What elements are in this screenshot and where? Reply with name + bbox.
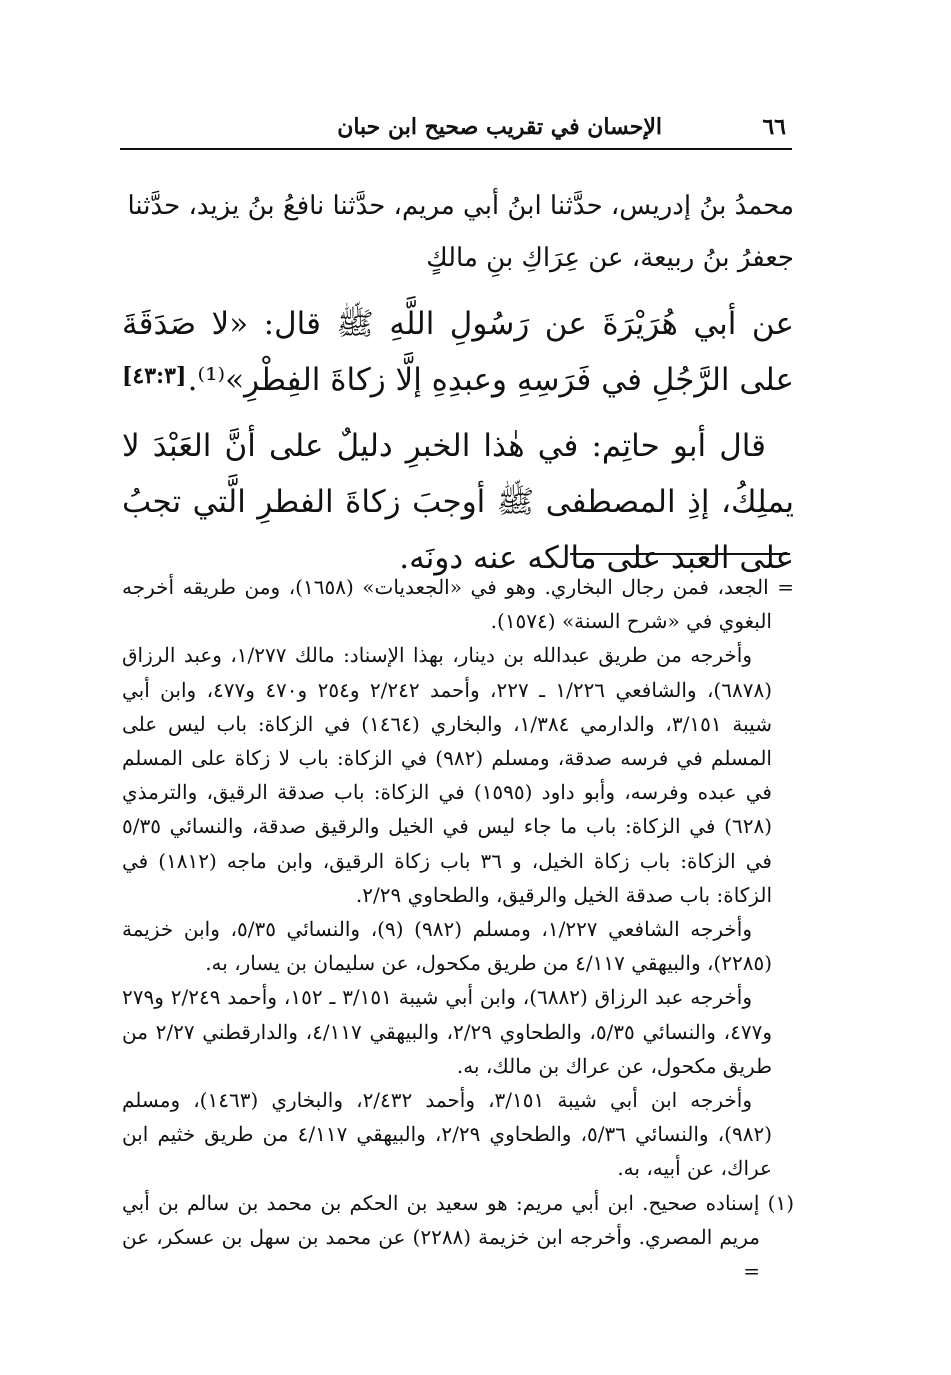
isnad-line-1: محمدُ بنُ إدريس، حدَّثنا ابنُ أبي مريم، حدَّثنا نافعُ بنُ يزيد، حدَّثنا	[127, 191, 794, 221]
page-number: ٦٦	[762, 114, 786, 140]
page-header	[120, 112, 792, 150]
abu-hatim-commentary: قال أبو حاتِم: في هٰذا الخبرِ دليلٌ على أنَّ العَبْدَ لا يملِكُ، إذِ المصطفى ﷺ أوجبَ زكاةَ الفطرِ الَّتي تجبُ على العبد على مالكه عنه دونَه.	[122, 428, 794, 576]
footnote-1: (١) إسناده صحيح. ابن أبي مريم: هو سعيد بن الحكم بن محمد بن سالم بن أبي مريم المصري. وأخرجه ابن خزيمة (٢٢٨٨) عن محمد بن سهل بن عسكر، عن =	[122, 1190, 794, 1284]
footnote-continuation: = الجعد، فمن رجال البخاري. وهو في «الجعديات» (١٦٥٨)، ومن طريقه أخرجه البغوي في «شرح السنة» (١٥٧٤).	[122, 575, 795, 634]
hadith-text: عن أبي هُرَيْرَةَ عن رَسُولِ اللَّهِ ﷺ قال: «لا صَدَقَةَ على الرَّجُلِ في فَرَسِهِ وعبدِهِ إلَّا زكاةَ الفِطْرِ»⁽¹⁾.	[122, 306, 794, 398]
footnote-separator	[570, 553, 790, 555]
footnote-paragraph: وأخرجه الشافعي ١/٢٢٧، ومسلم (٩٨٢) (٩)، والنسائي ٥/٣٥، وابن خزيمة (٢٢٨٥)، والبيهقي ٤/١١٧ من طريق مكحول، عن سليمان بن يسار، به.	[122, 917, 772, 976]
main-text	[122, 180, 794, 586]
footnotes	[122, 570, 794, 1288]
footnote-paragraph: وأخرجه عبد الرزاق (٦٨٨٢)، وابن أبي شيبة ٣/١٥١ ـ ١٥٢، وأحمد ٢/٢٤٩ و٢٧٩ و٤٧٧، والنسائي ٥/٣٥، والطحاوي ٢/٢٩، والبيهقي ٤/١١٧، والدارقطني ٢/٢٧ من طريق مكحول، عن عراك بن مالك، به.	[122, 985, 773, 1078]
isnad-line-2: جعفرُ بنُ ربيعة، عن عِرَاكِ بنِ مالكٍ	[426, 243, 794, 273]
footnote-paragraph: وأخرجه من طريق عبدالله بن دينار، بهذا الإسناد: مالك ١/٢٧٧، وعبد الرزاق (٦٨٧٨)، والشافعي ١/٢٢٦ ـ ٢٢٧، وأحمد ٢/٢٤٢ و٢٥٤ و٤٧٠ و٤٧٧، وابن أبي شيبة ٣/١٥١، والدارمي ١/٣٨٤، والبخاري (١٤٦٤) في الزكاة: باب ليس على المسلم في فرسه صدقة، ومسلم (٩٨٢) في الزكاة: باب لا زكاة على المسلم في عبده وفرسه، وأبو داود (١٥٩٥) في الزكاة: باب صدقة الرقيق، والترمذي (٦٢٨) في الزكاة: باب ما جاء ليس في الخيل والرقيق صدقة، والنسائي ٥/٣٥ في الزكاة: باب زكاة الخيل، و ٣٦ باب زكاة الرقيق، وابن ماجه (١٨١٢) في الزكاة: باب صدقة الخيل والرقيق، والطحاوي ٢/٢٩.	[122, 643, 772, 907]
footnote-paragraph: وأخرجه ابن أبي شيبة ٣/١٥١، وأحمد ٢/٤٣٢، والبخاري (١٤٦٣)، ومسلم (٩٨٢)، والنسائي ٥/٣٦، والطحاوي ٢/٢٩، والبيهقي ٤/١١٧ من طريق خثيم ابن عراك، عن أبيه، به.	[122, 1088, 772, 1181]
hadith-matn	[122, 296, 794, 408]
running-title: الإحسان في تقريب صحيح ابن حبان	[337, 114, 662, 140]
reference-tag: [٤٣:٣]	[122, 363, 187, 389]
